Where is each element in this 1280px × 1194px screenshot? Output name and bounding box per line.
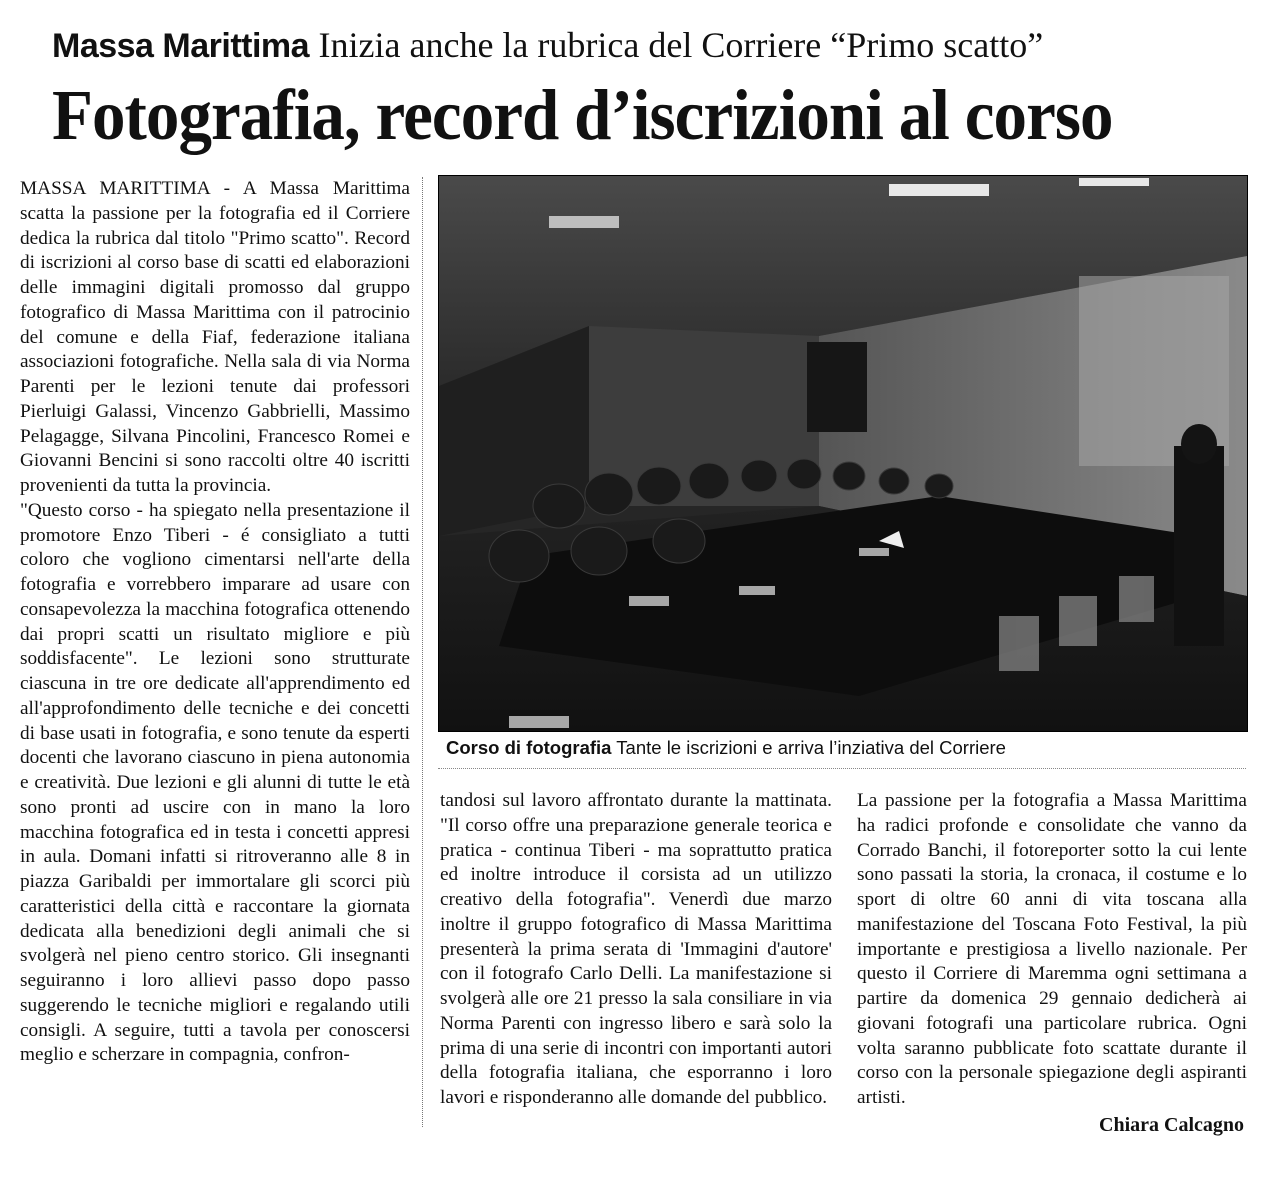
kicker bbox=[52, 22, 1043, 69]
column-divider bbox=[422, 177, 424, 1127]
photo-caption bbox=[446, 736, 1246, 760]
caption-divider bbox=[438, 768, 1246, 769]
byline: Chiara Calcagno bbox=[1099, 1114, 1244, 1136]
article-photo bbox=[438, 175, 1248, 732]
caption-text: Tante le iscrizioni e arriva l’inziativa del Corriere bbox=[616, 737, 1006, 758]
kicker-subtitle: Inizia anche la rubrica del Corriere “Primo scatto” bbox=[318, 25, 1044, 65]
article-column-2: tandosi sul lavoro affrontato durante la mattinata. "Il corso offre una preparazione generale teorica e pratica - continua Tiberi - ma soprattutto pratica ed inoltre introduce il corsista ad un utilizzo creativo della fotografia". Venerdì due marzo inoltre il gruppo fotografico di Massa Marittima presenterà la prima serata di 'Immagini d'autore' con il fotografo Carlo Delli. La manifestazione si svolgerà alle ore 21 presso la sala consiliare in via Norma Parenti con ingresso libero e sarà solo la prima di una serie di incontri con importanti autori della fotografia italiana, che esporranno i loro lavori e risponderanno alle domande del pubblico. bbox=[440, 790, 832, 1108]
caption-title: Corso di fotografia bbox=[446, 737, 612, 758]
headline: Fotografia, record d’iscrizioni al corso bbox=[52, 75, 1113, 155]
classroom-photo-illustration bbox=[439, 176, 1247, 731]
kicker-place: Massa Marittima bbox=[52, 27, 310, 65]
article-column-1: MASSA MARITTIMA - A Massa Marittima scatta la passione per la fotografia ed il Corriere dedica la rubrica dal titolo "Primo scatto". Record di iscrizioni al corso base di scatti ed elaborazioni delle immagini digitali promosso dal gruppo fotografico di Massa Marittima con il patrocinio del comune e della Fiaf, federazione italiana associazioni fotografiche. Nella sala di via Norma Parenti per le lezioni tenute dai professori Pierluigi Galassi, Vincenzo Gabbrielli, Massimo Pelagagge, Silvana Pincolini, Francesco Romei e Giovanni Bencini si sono raccolti oltre 40 iscritti provenienti da tutta la provincia. "Questo corso - ha spiegato nella presentazione il promotore Enzo Tiberi - é consigliato a tutti coloro che vogliono cimentarsi nell'arte della fotografia e vorrebbero imparare ad usare con consapevolezza la macchina fotografica ottenendo dai propri scatti un risultato migliore e più soddisfacente". Le lezioni sono strutturate ciascuna in tre ore dedicate all'apprendimento ed all'approfondimento delle tecniche e dei concetti di base usati in fotografia, e sono tenute da esperti docenti che lavorano ciascuno in piena autonomia e creatività. Due lezioni e gli alunni di tutte le età sono pronti ad uscire con in mano la loro macchina fotografica ed in testa i concetti appresi in aula. Domani infatti si ritroveranno alle 8 in piazza Garibaldi per immortalare gli scorci più caratteristici della città e raccontare la giornata dedicata alla benedizioni degli animali che si svolgerà nel pieno centro storico. Gli insegnanti seguiranno i loro allievi passo dopo passo suggerendo le tecniche migliori e regalando utili consigli. A seguire, tutti a tavola per conoscersi meglio e scherzare in compagnia, confron- bbox=[20, 178, 410, 1066]
article-column-3: La passione per la fotografia a Massa Marittima ha radici profonde e consolidate che vanno da Corrado Banchi, il fotoreporter sotto la cui lente sono passati la storia, la cronaca, il costume e lo sport di oltre 60 anni di vita toscana alla manifestazione del Toscana Foto Festival, la più importante e prestigiosa a livello nazionale. Per questo il Corriere di Maremma ogni settimana a partire da domenica 29 gennaio dedicherà ai giovani fotografi una particolare rubrica. Ogni volta saranno pubblicate foto scattate durante il corso con la personale spiegazione degli aspiranti artisti. bbox=[857, 790, 1247, 1108]
